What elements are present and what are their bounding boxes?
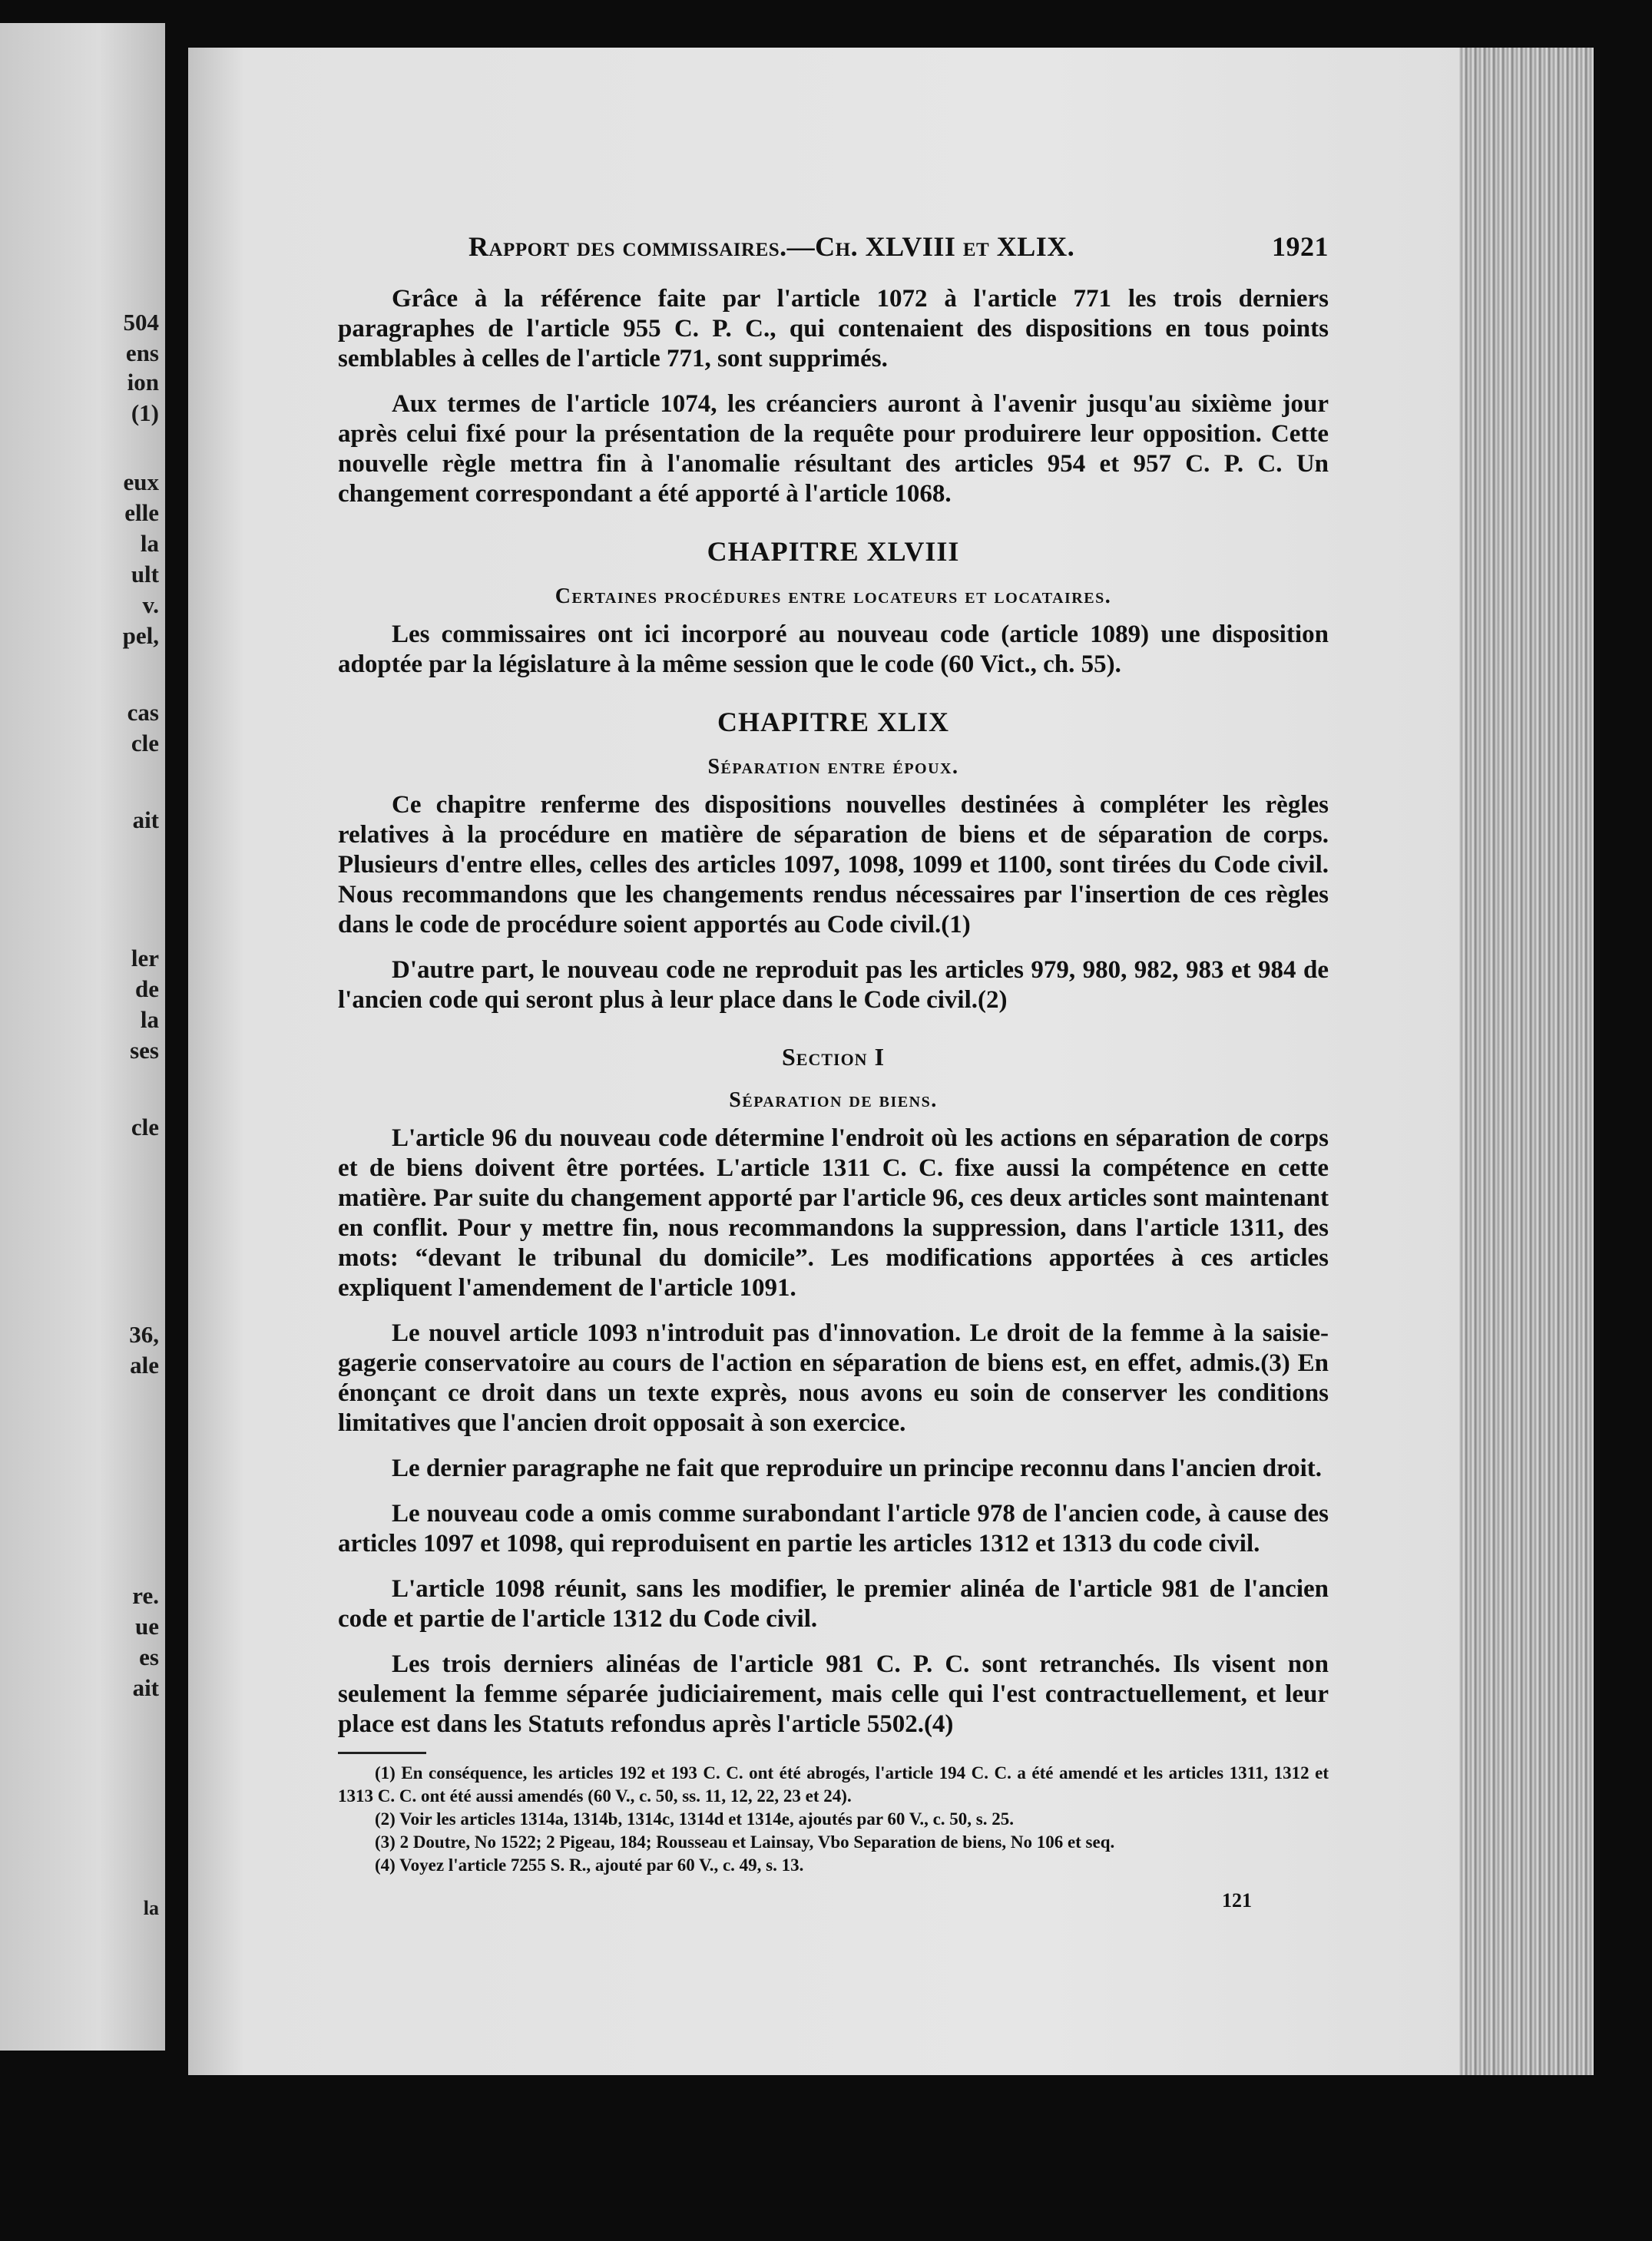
paragraph: Les commissaires ont ici incorporé au nouveau code (article 1089) une disposition adoptée par la législature à la même session que le code (60 Vict., ch. 55). — [338, 621, 1329, 678]
left-fragment: cle — [131, 1114, 159, 1140]
paragraph: Le nouveau code a omis comme surabondant l'article 978 de l'ancien code, à cause des articles 1097 et 1098, qui reproduisent en partie les articles 1312 et 1313 du code civil. — [338, 1500, 1329, 1557]
left-fragment: es — [139, 1644, 159, 1670]
chapter-subtitle: Certaines procédures entre locateurs et locataires. — [555, 584, 1112, 608]
paragraph: D'autre part, le nouveau code ne reproduit pas les articles 979, 980, 982, 983 et 984 de l'ancien code qui seront plus à leur place dans le Code civil.(2) — [338, 956, 1329, 1014]
left-fragment: eux — [123, 468, 159, 495]
left-fragment: ler — [131, 945, 159, 972]
paragraph: Le dernier paragraphe ne fait que reproduire un principe reconnu dans l'ancien droit. — [392, 1455, 1323, 1482]
paragraph: Aux termes de l'article 1074, les créanciers auront à l'avenir jusqu'au sixième jour après celui fixé pour la présentation de la requête pour produirere leur opposition. Cette nouvelle règle mettra fin à l'anomalie résultant des articles 954 et 957 C. P. C. Un changement correspondant a été apporté à l'article 1068. — [338, 390, 1329, 508]
page-edges — [1459, 48, 1594, 2075]
paragraph: Les trois derniers alinéas de l'article 981 C. P. C. sont retranchés. Ils visent non seulement la femme séparée judiciairement, mais celle qui l'est contractuellement, et leur place est dans les Statuts refondus après l'article 5502.(4) — [338, 1650, 1329, 1738]
left-fragment: ses — [130, 1037, 159, 1064]
left-fragment: elle — [124, 499, 159, 526]
left-fragment: cle — [131, 730, 159, 756]
paragraph: L'article 96 du nouveau code détermine l'endroit où les actions en séparation de corps et de biens doivent être portées. L'article 1311 C. C. fixe aussi la compétence en cette matière. Par suite du changement apporté par l'article 96, ces deux articles sont maintenant en conflit. Pour y mettre fin, nous recommandons la suppression, dans l'article 1311, des mots: “devant le tribunal du domicile”. Les modifications apportées à ces articles expliquent l'amendement de l'article 1091. — [338, 1124, 1329, 1302]
left-fragment: ue — [135, 1613, 159, 1640]
folio: 121 — [1222, 1889, 1252, 1912]
paragraph: Le nouvel article 1093 n'introduit pas d'innovation. Le droit de la femme à la saisie-gagerie conservatoire au cours de l'action en séparation de biens est, en effet, admis.(3) En énonçant ce droit dans un texte exprès, nous avons eu soin de conserver les conditions limitatives que l'ancien droit opposait à son exercice. — [338, 1319, 1329, 1437]
left-fragment: la — [140, 530, 159, 557]
footnote: (3) 2 Doutre, No 1522; 2 Pigeau, 184; Rousseau et Lainsay, Vbo Separation de biens, No 106 et seq. — [375, 1832, 1115, 1852]
left-fragment: cas — [127, 699, 159, 726]
left-fragment: (1) — [131, 399, 159, 426]
left-fragment: re. — [132, 1582, 159, 1609]
left-fragment: ens — [125, 339, 159, 366]
left-fragment: de — [135, 975, 159, 1002]
left-page-edge — [0, 23, 165, 2051]
left-fragment: ait — [132, 806, 159, 833]
left-fragment: 36, — [129, 1321, 159, 1348]
left-fragment: pel, — [122, 622, 159, 649]
left-fragment: la — [143, 1897, 159, 1919]
paragraph: Grâce à la référence faite par l'article 1072 à l'article 771 les trois derniers paragraphes de l'article 955 C. P. C., qui contenaient des dispositions en tous points semblables à celles de l'article 771, sont supprimés. — [338, 285, 1329, 372]
chapter-title: CHAPITRE XLIX — [717, 707, 950, 737]
footnote: (4) Voyez l'article 7255 S. R., ajouté par 60 V., c. 49, s. 13. — [375, 1855, 804, 1875]
left-fragment: 504 — [123, 309, 159, 336]
footnote: (2) Voir les articles 1314a, 1314b, 1314c, 1314d et 1314e, ajoutés par 60 V., c. 50, s. 25. — [375, 1809, 1015, 1829]
left-fragment: ale — [130, 1352, 159, 1379]
running-header — [468, 230, 1329, 263]
left-fragment: ult — [131, 561, 159, 588]
footnote: (1) En conséquence, les articles 192 et 193 C. C. ont été abrogés, l'article 194 C. C. a été amendé et les articles 1311, 1312 et 1313 C. C. ont été aussi amendés (60 V., c. 50, ss. 11, 12, 22, 23 et 24). — [338, 1763, 1329, 1806]
chapter-title: CHAPITRE XLVIII — [707, 536, 960, 567]
header-page-number: 1921 — [1272, 231, 1329, 262]
paragraph: L'article 1098 réunit, sans les modifier, le premier alinéa de l'article 981 de l'ancien code et partie de l'article 1312 du Code civil. — [338, 1575, 1329, 1633]
left-fragment: la — [140, 1006, 159, 1033]
section-subtitle: Séparation de biens. — [729, 1088, 938, 1112]
left-fragment: v. — [142, 591, 159, 618]
running-title: Rapport des commissaires.—Ch. XLVIII et XLIX. — [468, 231, 1075, 262]
chapter-subtitle: Séparation entre époux. — [707, 755, 959, 779]
left-fragment: ion — [127, 369, 159, 396]
left-fragment: ait — [132, 1674, 159, 1701]
section-title: Section I — [781, 1043, 886, 1071]
page-content — [338, 230, 1329, 1912]
paragraph: Ce chapitre renferme des dispositions nouvelles destinées à compléter les règles relatives à la procédure en matière de séparation de biens et de séparation de corps. Plusieurs d'entre elles, celles des articles 1097, 1098, 1099 et 1100, sont tirées du Code civil. Nous recommandons que les changements rendus nécessaires par l'insertion de ces règles dans le code de procédure soient apportés au Code civil.(1) — [338, 791, 1329, 938]
footnote-rule — [338, 1752, 426, 1754]
